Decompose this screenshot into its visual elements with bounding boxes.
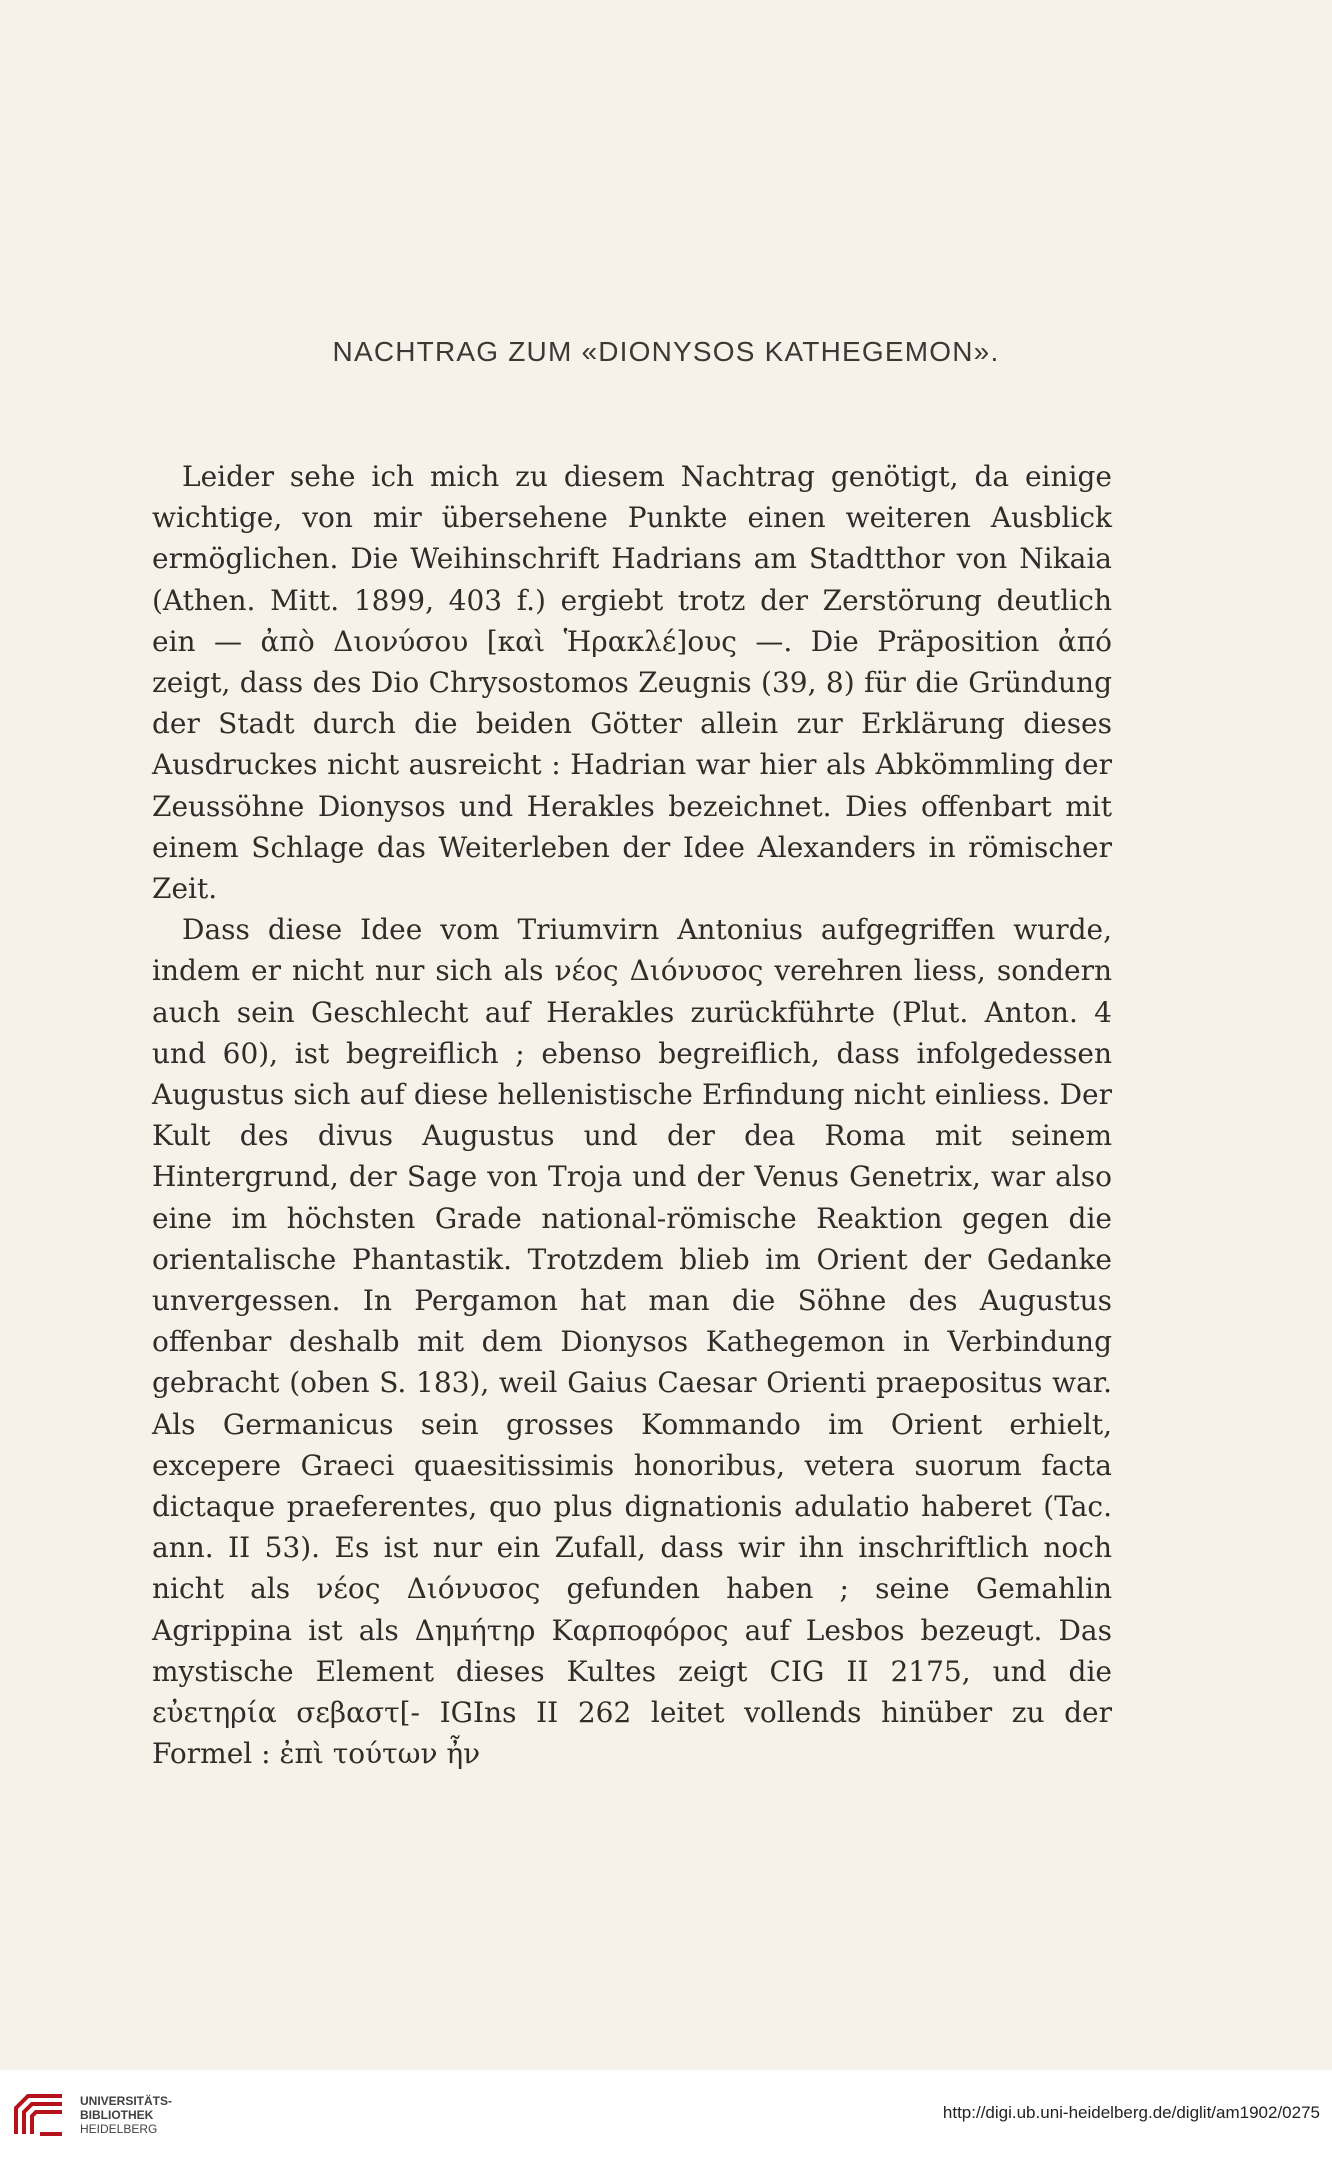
body-text <box>152 456 1112 1775</box>
paragraph-2: Dass diese Idee vom Triumvirn Antonius aufgegriffen wurde, indem er nicht nur sich als νέος Διόνυσος verehren liess, sondern auch sein Geschlecht auf Herakles zurückführte (Plut. Anton. 4 und 60), ist begreiflich ; ebenso begreiflich, dass infolgedessen Augustus sich auf diese hellenistische Erfindung nicht einliess. Der Kult des divus Augustus und der dea Roma mit seinem Hintergrund, der Sage von Troja und der Venus Genetrix, war also eine im höchsten Grade national-römische Reaktion gegen die orientalische Phantastik. Trotzdem blieb im Orient der Gedanke unvergessen. In Pergamon hat man die Söhne des Augustus offenbar deshalb mit dem Dionysos Kathegemon in Verbindung gebracht (oben S. 183), weil Gaius Caesar Orienti praepositus war. Als Germanicus sein grosses Kommando im Orient erhielt, excepere Graeci quaesitissimis honoribus, vetera suorum facta dictaque praeferentes, quo plus dignationis adulatio haberet (Tac. ann. II 53). Es ist nur ein Zufall, dass wir ihn inschriftlich noch nicht als νέος Διόνυσος gefunden haben ; seine Gemahlin Agrippina ist als Δημήτηρ Καρποφόρος auf Lesbos bezeugt. Das mystische Element dieses Kultes zeigt CIG II 2175, und die εὐετηρία σεβαστ[- IGIns II 262 leitet vollends hinüber zu der Formel : ἐπὶ τούτων ἦν <box>152 913 1112 1771</box>
paragraph-1: Leider sehe ich mich zu diesem Nachtrag genötigt, da einige wichtige, von mir übersehene Punkte einen weiteren Ausblick ermöglichen. Die Weihinschrift Hadrians am Stadtthor von Nikaia (Athen. Mitt. 1899, 403 f.) ergiebt trotz der Zerstörung deutlich ein — ἀπὸ Διονύσου [καὶ Ἡρακλέ]ους —. Die Präposition ἀπό zeigt, dass des Dio Chrysostomos Zeugnis (39, 8) für die Gründung der Stadt durch die beiden Götter allein zur Erklärung dieses Ausdruckes nicht ausreicht : Hadrian war hier als Abkömmling der Zeussöhne Dionysos und Herakles bezeichnet. Dies offenbart mit einem Schlage das Weiterleben der Idee Alexanders in römischer Zeit. <box>152 460 1112 906</box>
page-title: NACHTRAG ZUM «DIONYSOS KATHEGEMON». <box>332 336 1000 367</box>
library-logo-icon <box>10 2090 68 2140</box>
library-name <box>80 2094 280 2136</box>
library-name-line1: UNIVERSITÄTS- <box>80 2094 173 2108</box>
library-name-line3: HEIDELBERG <box>80 2122 158 2136</box>
footer-bar <box>0 2070 1332 2159</box>
library-name-line2: BIBLIOTHEK <box>80 2108 154 2122</box>
source-url[interactable]: http://digi.ub.uni-heidelberg.de/diglit/am1902/0275 <box>942 2103 1320 2122</box>
